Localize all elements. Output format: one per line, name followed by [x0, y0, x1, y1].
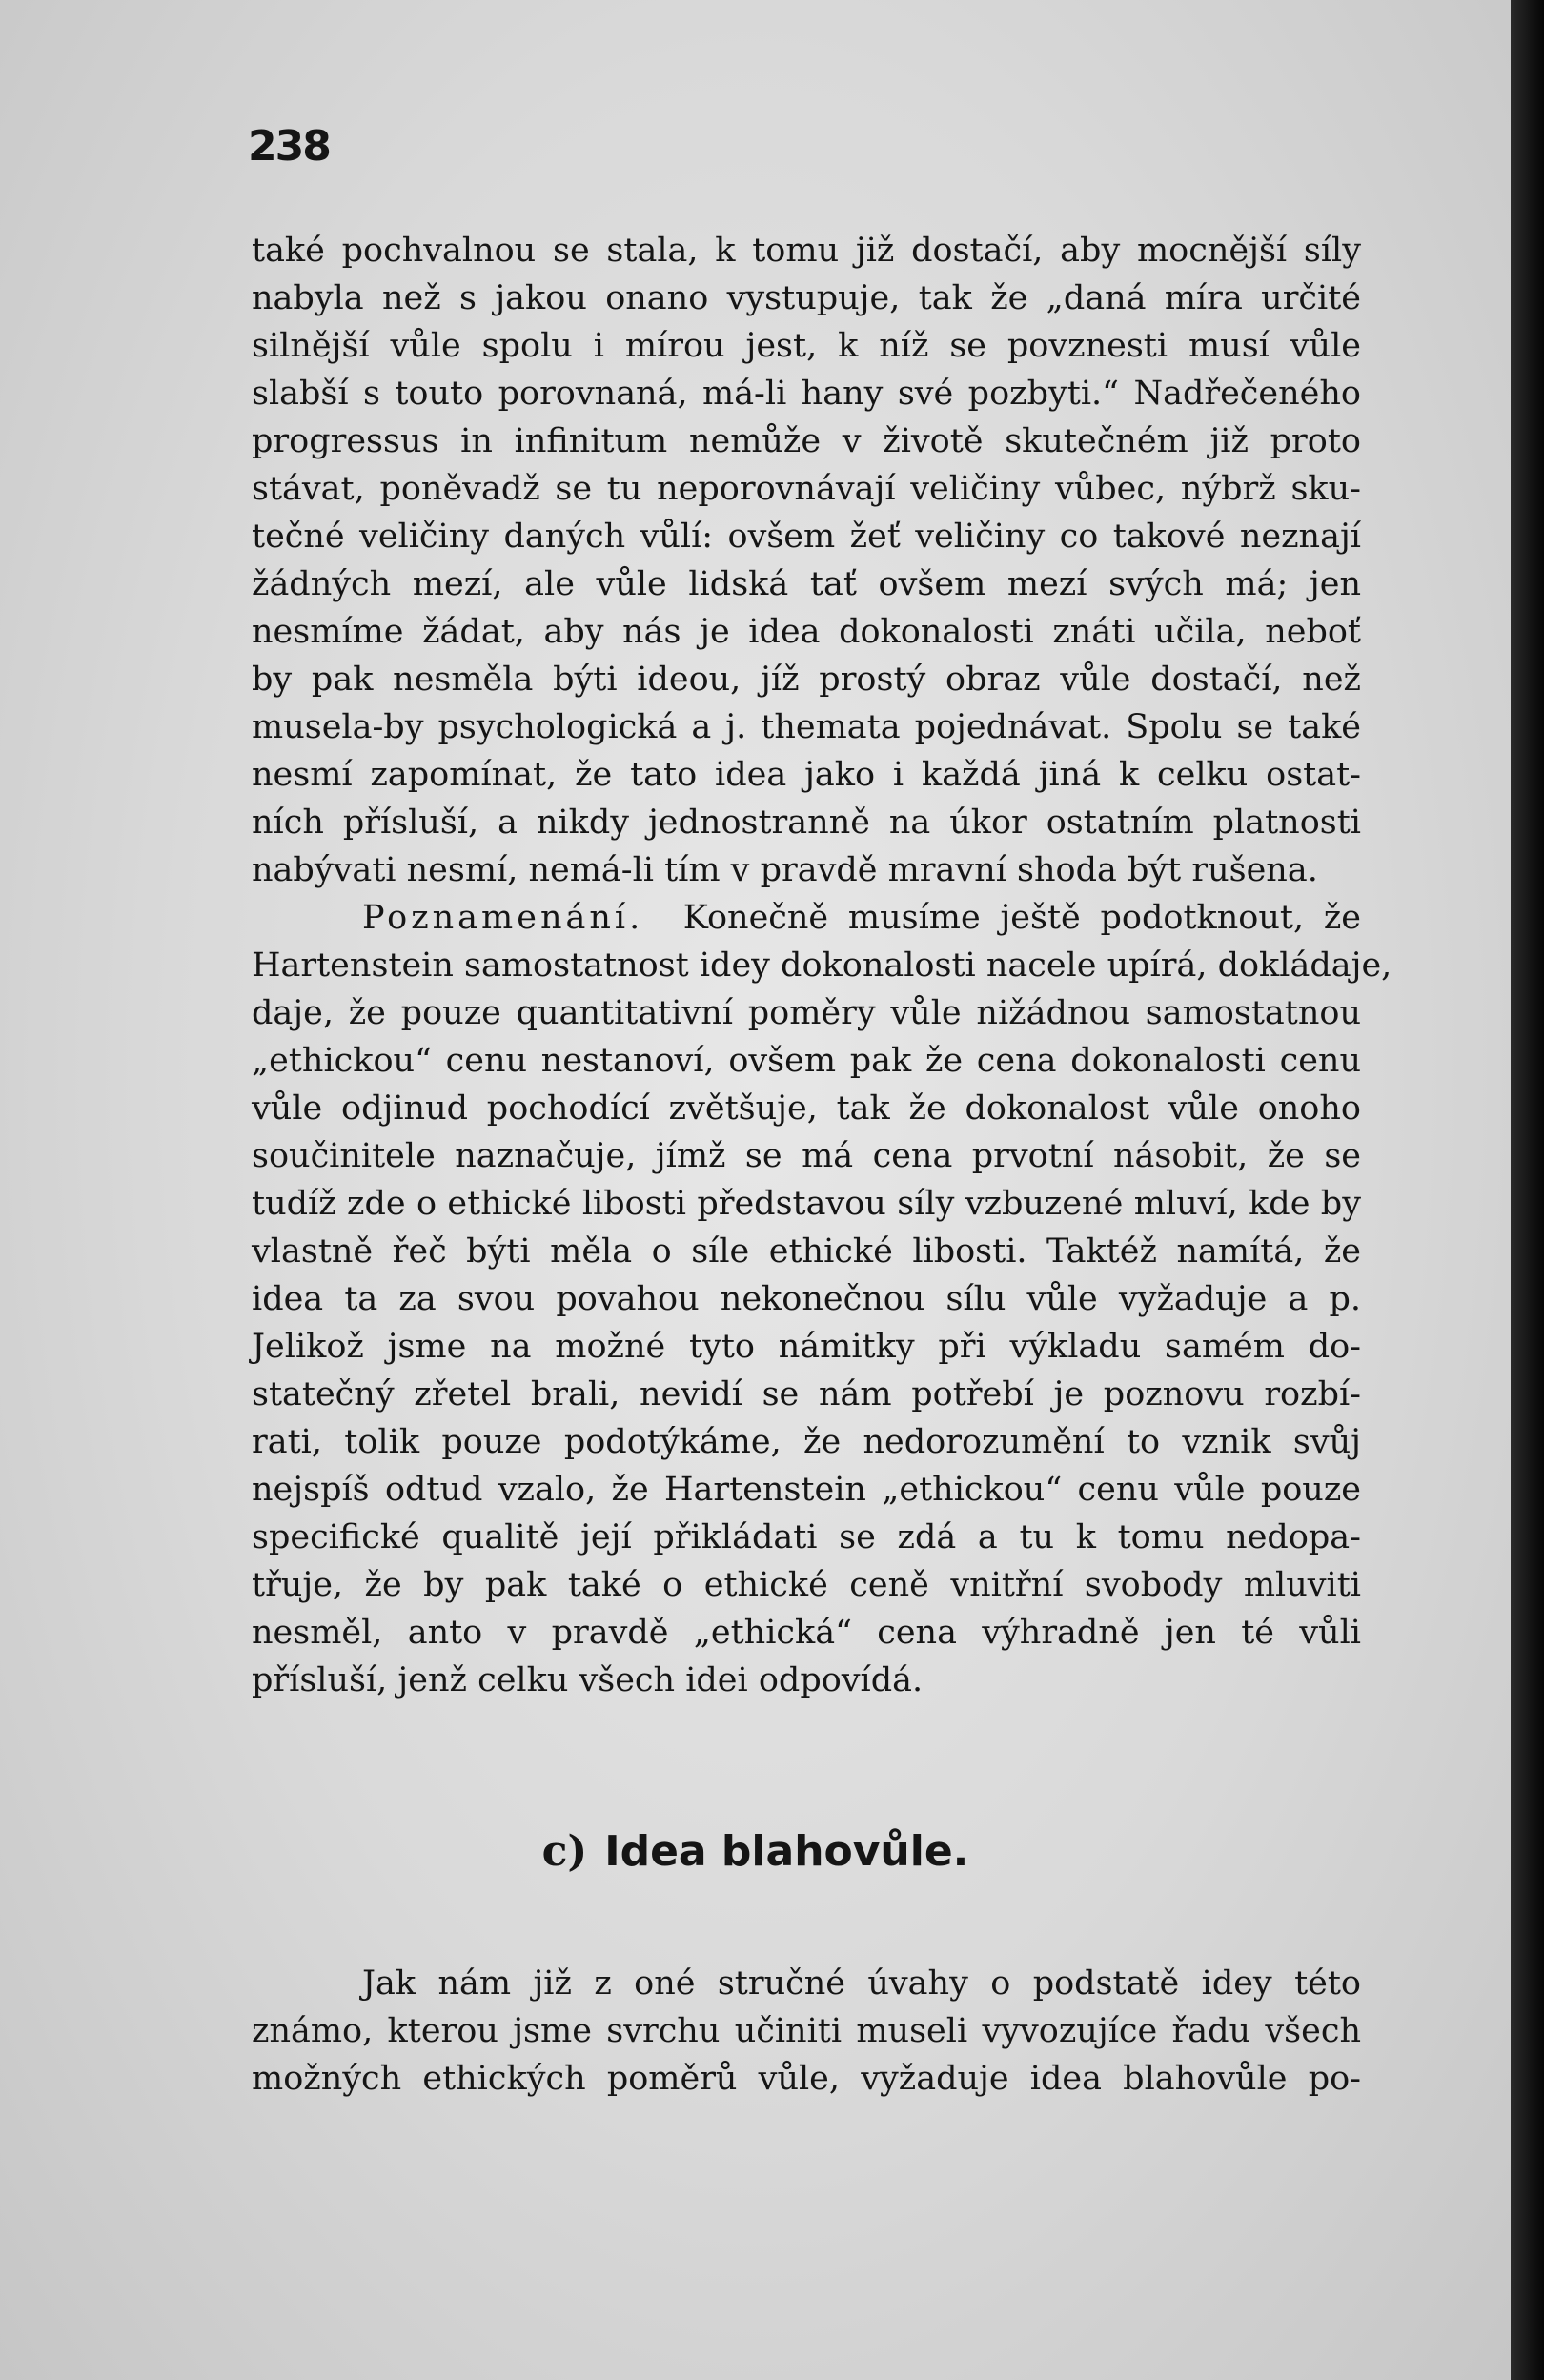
- text-line: žádných mezí, ale vůle lidská tať ovšem mezí svých má; jen: [252, 565, 1361, 603]
- text-line: nesměl, anto v pravdě „ethická“ cena výhradně jen té vůli: [252, 1614, 1361, 1652]
- text-line: nabyla než s jakou onano vystupuje, tak že „daná míra určité: [252, 279, 1361, 317]
- text-line: součinitele naznačuje, jímž se má cena prvotní násobit, že se: [252, 1137, 1361, 1175]
- text-line: slabší s touto porovnaná, má-li hany své pozbyti.“ Nadřečeného: [252, 375, 1361, 413]
- text-line: „ethickou“ cenu nestanoví, ovšem pak že cena dokonalosti cenu: [252, 1042, 1361, 1080]
- text-line: stávat, poněvadž se tu neporovnávají veličiny vůbec, nýbrž sku-: [252, 470, 1361, 508]
- text-line: musela-by psychologická a j. themata pojednávat. Spolu se také: [252, 708, 1361, 746]
- text-line: statečný zřetel brali, nevidí se nám potřebí je poznovu rozbí-: [252, 1375, 1361, 1414]
- text-line: tečné veličiny daných vůlí: ovšem žeť veličiny co takové neznají: [252, 518, 1361, 556]
- main-text: [252, 227, 1392, 1704]
- page-number: 238: [248, 122, 330, 171]
- text-line: známo, kterou jsme svrchu učiniti museli vyvozujíce řadu všech: [252, 2012, 1361, 2050]
- section-label: c): [541, 1827, 588, 1876]
- note-text: Konečně musíme ještě podotknout, že: [682, 899, 1361, 937]
- text-line: rati, tolik pouze podotýkáme, že nedorozumění to vznik svůj: [252, 1423, 1361, 1461]
- text-line: vlastně řeč býti měla o síle ethické libosti. Taktéž namítá, že: [252, 1232, 1361, 1271]
- text-line: Hartenstein samostatnost idey dokonalosti nacele upírá, dokládaje,: [252, 946, 1392, 985]
- text-line: idea ta za svou povahou nekonečnou sílu vůle vyžaduje a p.: [252, 1280, 1361, 1318]
- text-line: přísluší, jenž celku všech idei odpovídá.: [252, 1661, 924, 1699]
- text-line: by pak nesměla býti ideou, jíž prostý obraz vůle dostačí, než: [252, 661, 1361, 699]
- text-line: nesmíme žádat, aby nás je idea dokonalosti znáti učila, neboť: [252, 613, 1361, 651]
- section-text: [252, 1960, 1361, 2103]
- section-heading: [0, 1823, 1511, 1881]
- text-line: třuje, že by pak také o ethické ceně vnitřní svobody mluviti: [252, 1566, 1361, 1604]
- text-line: silnější vůle spolu i mírou jest, k níž se povznesti musí vůle: [252, 327, 1361, 365]
- note-label: Poznamenání.: [362, 899, 644, 937]
- text-line: Jelikož jsme na možné tyto námitky při výkladu samém do-: [252, 1328, 1361, 1366]
- scan-edge: [1511, 0, 1544, 2380]
- text-line: specifické qualitě její přikládati se zdá a tu k tomu nedopa-: [252, 1518, 1361, 1556]
- text-line: Jak nám již z oné stručné úvahy o podstatě idey této: [362, 1964, 1361, 2003]
- text-line: daje, že pouze quantitativní poměry vůle nižádnou samostatnou: [252, 994, 1361, 1032]
- text-line: ních přísluší, a nikdy jednostranně na úkor ostatním platnosti: [252, 804, 1361, 842]
- note-first-line: [252, 894, 1361, 942]
- text-line: tudíž zde o ethické libosti představou síly vzbuzené mluví, kde by: [252, 1185, 1361, 1223]
- text-line: nabývati nesmí, nemá-li tím v pravdě mravní shoda být rušena.: [252, 851, 1318, 889]
- text-line: možných ethických poměrů vůle, vyžaduje idea blahovůle po-: [252, 2060, 1361, 2098]
- text-line: nesmí zapomínat, že tato idea jako i každá jiná k celku ostat-: [252, 756, 1361, 794]
- text-line: vůle odjinud pochodící zvětšuje, tak že dokonalost vůle onoho: [252, 1089, 1361, 1128]
- section-title: Idea blahovůle.: [604, 1827, 969, 1876]
- text-line: progressus in infinitum nemůže v životě skutečném již proto: [252, 422, 1361, 460]
- text-line: také pochvalnou se stala, k tomu již dostačí, aby mocnější síly: [252, 232, 1361, 270]
- text-line: nejspíš odtud vzalo, že Hartenstein „ethickou“ cenu vůle pouze: [252, 1471, 1361, 1509]
